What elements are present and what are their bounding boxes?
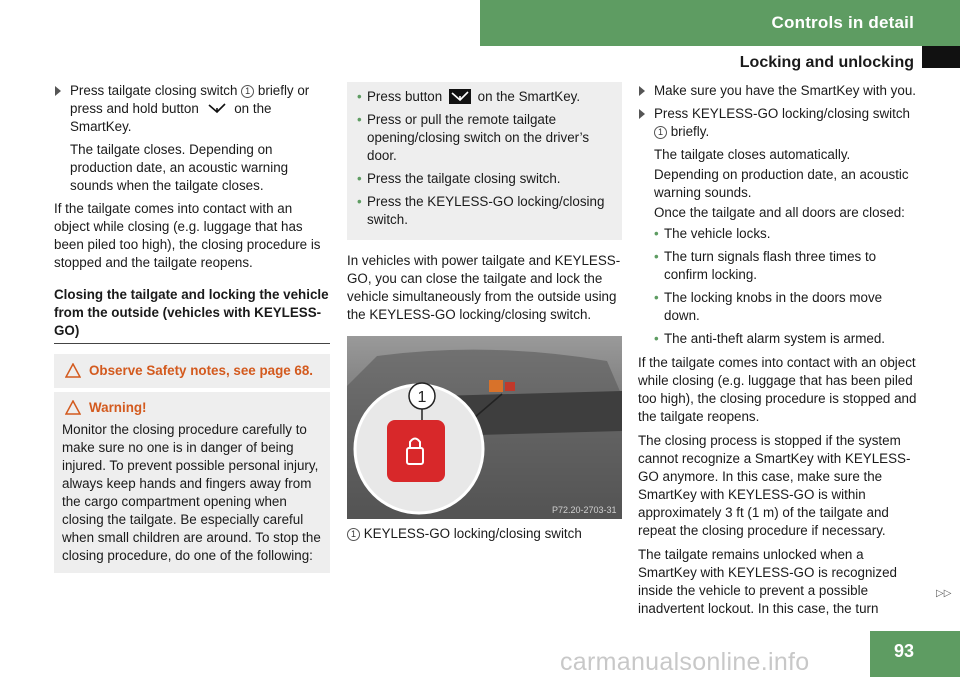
warning-triangle-icon <box>65 400 81 415</box>
section-tab-marker <box>922 46 960 68</box>
keyless-go-switch <box>387 420 445 482</box>
header-bar <box>480 0 960 46</box>
callout-number: 1 <box>417 389 427 406</box>
figure-caption: 1 KEYLESS-GO locking/closing switch <box>347 525 622 543</box>
column-middle <box>347 82 622 543</box>
warning-triangle-icon <box>65 363 81 378</box>
step-note: The tailgate closes. Depending on production date, an acoustic warning sounds when the tailgate closes. <box>70 142 289 193</box>
list-item: • The anti-theft alarm system is armed. <box>654 330 920 348</box>
step-note: Depending on production date, an acoustic warning sounds. <box>654 167 909 200</box>
instruction-step: Press tailgate closing switch 1 briefly or press and hold button on the SmartKey. <box>54 82 330 136</box>
tailgate-switch <box>489 380 503 392</box>
warning-title: Warning! <box>89 400 147 415</box>
tailgate-close-button-icon <box>449 89 471 104</box>
instruction-step: Make sure you have the SmartKey with you. <box>638 82 920 100</box>
paragraph: In vehicles with power tailgate and KEYLESS-GO, you can close the tailgate and lock the vehicle simultaneously from the outside using the KEYLESS-GO locking/closing switch. <box>347 253 621 322</box>
paragraph: If the tailgate comes into contact with an object while closing (e.g. luggage that has been piled too high), the closing procedure is stopped and the tailgate reopens. <box>638 355 917 424</box>
page-number-box <box>870 631 960 677</box>
tailgate-close-button-icon <box>206 101 228 116</box>
warning-text: Monitor the closing procedure carefully to make sure no one is in danger of being injured. To prevent possible personal injury, always keep hands and fingers away from the cargo compartment opening when closing the tailgate. Be especially careful when small children are around. To stop the closing procedure, do one of the following: <box>62 422 321 563</box>
lock-results-list <box>638 225 920 348</box>
instruction-step: Press KEYLESS-GO locking/closing switch 1 briefly. <box>638 105 920 141</box>
photo-code: P72.20-2703-31 <box>552 505 617 515</box>
step-arrow-icon <box>55 86 61 96</box>
callout-number: 1 <box>347 528 360 541</box>
warning-box <box>54 392 330 573</box>
list-item: • Press or pull the remote tailgate opening/closing switch on the driver’s door. <box>357 111 612 165</box>
list-item: • The vehicle locks. <box>654 225 920 243</box>
list-item: • Press button on the SmartKey. <box>357 88 612 106</box>
chapter-title: Controls in detail <box>771 13 914 32</box>
safety-notes-box <box>54 354 330 388</box>
step-note: The tailgate closes automatically. <box>654 147 851 162</box>
paragraph: The tailgate remains unlocked when a SmartKey with KEYLESS-GO is recognized inside the vehicle to prevent a possible inadvertent lockout. In this case, the turn <box>638 547 897 616</box>
page-number: 93 <box>893 641 914 661</box>
keyless-switch-small <box>505 382 515 391</box>
list-item: • The turn signals flash three times to confirm locking. <box>654 248 920 284</box>
callout-number: 1 <box>241 85 254 98</box>
list-item: • Press the tailgate closing switch. <box>357 170 612 188</box>
step-arrow-icon <box>639 86 645 96</box>
column-right <box>638 82 920 624</box>
column-left <box>54 82 330 573</box>
list-item: • The locking knobs in the doors move down. <box>654 289 920 325</box>
stop-options-box <box>347 82 622 240</box>
continue-arrow-icon: ▷▷ <box>936 588 952 599</box>
list-item: • Press the KEYLESS-GO locking/closing switch. <box>357 193 612 229</box>
step-arrow-icon <box>639 109 645 119</box>
subsection-heading: Closing the tailgate and locking the vehicle from the outside (vehicles with KEYLESS-GO) <box>54 286 330 344</box>
paragraph: If the tailgate comes into contact with an object while closing (e.g. luggage that has been piled too high), the closing procedure is stopped and the tailgate reopens. <box>54 201 321 270</box>
keyless-go-switch-photo <box>347 336 622 519</box>
callout-number: 1 <box>654 126 667 139</box>
safety-notes-text: Observe Safety notes, see page 68. <box>89 363 314 378</box>
watermark: carmanualsonline.info <box>560 648 810 676</box>
section-title: Locking and unlocking <box>739 54 914 71</box>
paragraph: The closing process is stopped if the system cannot recognize a SmartKey with KEYLESS-GO anymore. In this case, make sure the SmartKey with KEYLESS-GO is within approximately 3 ft (1 m) of the tailgate and repeat the closing procedure if necessary. <box>638 433 911 538</box>
step-note: Once the tailgate and all doors are closed: <box>654 205 905 220</box>
